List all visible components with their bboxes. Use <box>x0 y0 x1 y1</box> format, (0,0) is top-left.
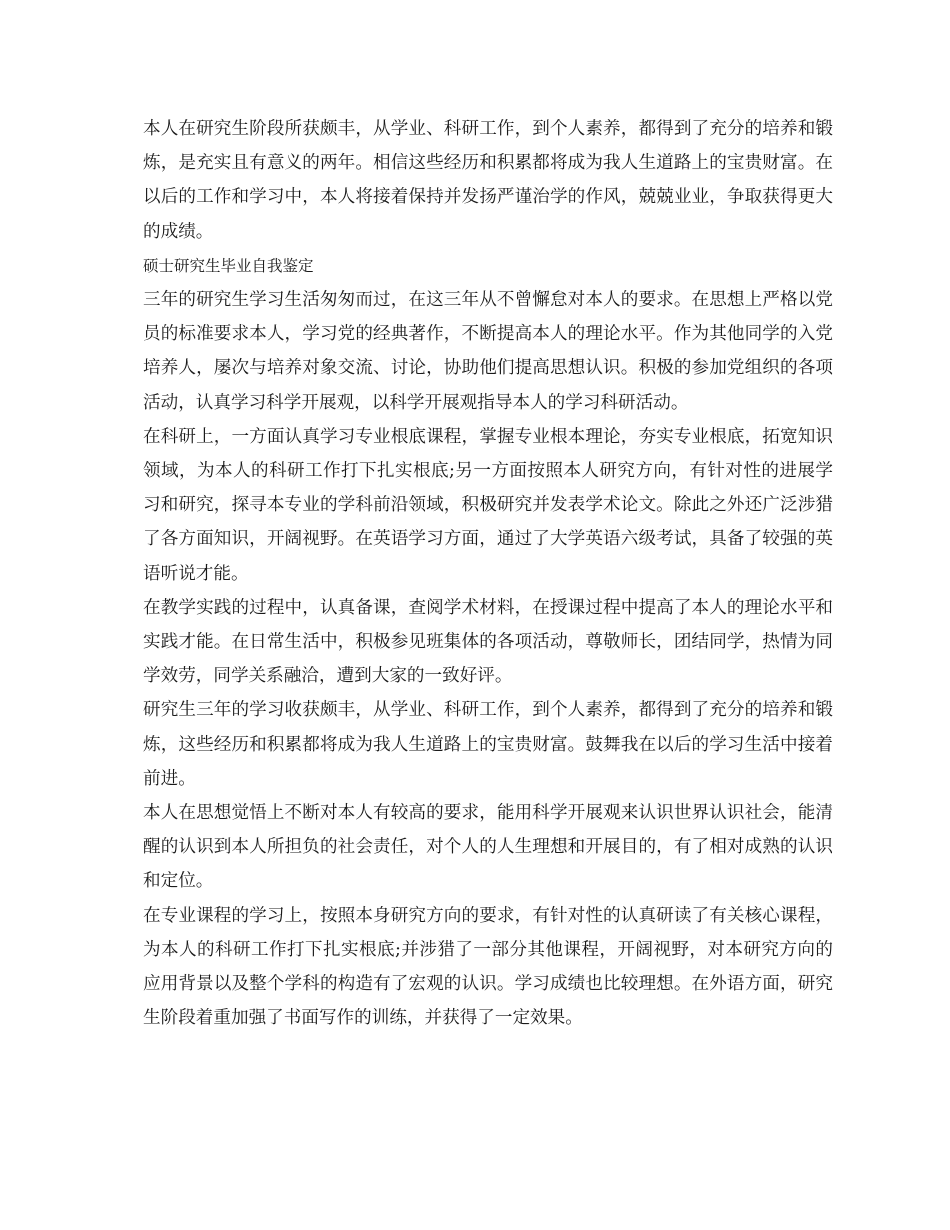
paragraph-coursework: 在专业课程的学习上，按照本身研究方向的要求，有针对性的认真研读了有关核心课程，为本人的科研工作打下扎实根底;并涉猎了一部分其他课程，开阔视野，对本研究方向的应用背景以及整个学科的构造有了宏观的认识。学习成绩也比较理想。在外语方面，研究生阶段着重加强了书面写作的训练，并获得了一定效果。 <box>143 905 833 1029</box>
document-body <box>143 112 833 1035</box>
paragraph-ideology: 三年的研究生学习生活匆匆而过，在这三年从不曾懈怠对本人的要求。在思想上严格以党员的标准要求本人，学习党的经典著作，不断提高本人的理论水平。作为其他同学的入党培养人，屡次与培养对象交流、讨论，协助他们提高思想认识。积极的参加党组织的各项活动，认真学习科学开展观，以科学开展观指导本人的学习科研活动。 <box>143 290 833 413</box>
paragraph-awareness: 本人在思想觉悟上不断对本人有较高的要求，能用科学开展观来认识世界认识社会，能清醒的认识到本人所担负的社会责任，对个人的人生理想和开展目的，有了相对成熟的认识和定位。 <box>143 803 833 892</box>
section-heading: 硕士研究生毕业自我鉴定 <box>143 256 314 275</box>
paragraph-teaching-practice: 在教学实践的过程中，认真备课，查阅学术材料，在授课过程中提高了本人的理论水平和实践才能。在日常生活中，积极参见班集体的各项活动，尊敬师长，团结同学，热情为同学效劳，同学关系融洽，遭到大家的一致好评。 <box>143 597 833 687</box>
paragraph-research: 在科研上，一方面认真学习专业根底课程，掌握专业根本理论，夯实专业根底，拓宽知识领域，为本人的科研工作打下扎实根底;另一方面按照本人研究方向，有针对性的进展学习和研究，探寻本专业的学科前沿领域，积极研究并发表学术论文。除此之外还广泛涉猎了各方面知识，开阔视野。在英语学习方面，通过了大学英语六级考试，具备了较强的英语听说才能。 <box>143 426 833 584</box>
paragraph-three-years-summary: 研究生三年的学习收获颇丰，从学业、科研工作，到个人素养，都得到了充分的培养和锻炼，这些经历和积累都将成为我人生道路上的宝贵财富。鼓舞我在以后的学习生活中接着前进。 <box>143 700 833 789</box>
paragraph-summary-two-years: 本人在研究生阶段所获颇丰，从学业、科研工作，到个人素养，都得到了充分的培养和锻炼，是充实且有意义的两年。相信这些经历和积累都将成为我人生道路上的宝贵财富。在以后的工作和学习中，本人将接着保持并发扬严谨治学的作风，兢兢业业，争取获得更大的成绩。 <box>143 119 833 242</box>
